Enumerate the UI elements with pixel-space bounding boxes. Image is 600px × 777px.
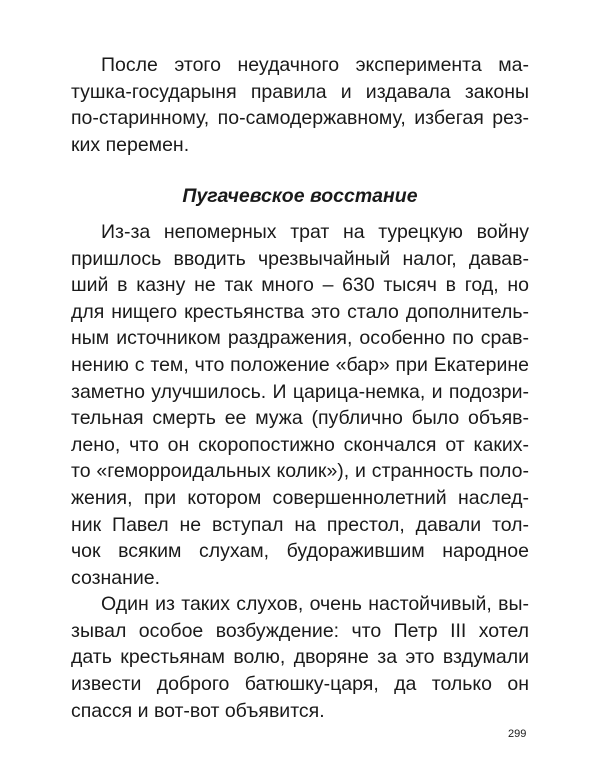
paragraph-rumor: [71, 591, 529, 724]
text-line: тельная смерть ее мужа (публично было объяв-: [71, 407, 529, 430]
text-line: дать крестьянам волю, дворяне за это вздумали: [71, 646, 529, 669]
text-line: для нищего крестьянства это стало дополнитель-: [71, 300, 529, 323]
text-line: то «геморроидальных колик»), и странность поло-: [71, 460, 529, 483]
text-line: спасся и вот-вот объявится.: [71, 699, 325, 722]
text-line: Из-за непомерных трат на турецкую войну: [101, 220, 529, 243]
text-line: Один из таких слухов, очень настойчивый, вы-: [101, 593, 529, 616]
text-line: пришлось вводить чрезвычайный налог, давав-: [71, 247, 529, 270]
text-line: зывал особое возбуждение: что Петр III хотел: [71, 619, 529, 642]
text-line: по-старинному, по-самодержавному, избегая рез-: [71, 107, 529, 130]
text-line: чок всяким слухам, будоражившим народное: [71, 540, 529, 563]
page-number: 299: [508, 728, 527, 740]
text-line: сознание.: [71, 566, 161, 589]
text-line: ным источником раздражения, особенно по срав-: [71, 327, 529, 350]
paragraph-tax: [71, 219, 529, 591]
text-line: извести доброго батюшку-царя, да только он: [71, 673, 529, 696]
text-line: заметно улучшилось. И царица-немка, и подозри-: [71, 380, 529, 403]
text-line: После этого неудачного эксперимента ма-: [101, 54, 529, 76]
text-line: ник Павел не вступал на престол, давали тол-: [71, 513, 529, 536]
text-line: лено, что он скоропостижно скончался от каких-: [71, 433, 529, 456]
text-line: ких перемен.: [71, 133, 190, 156]
text-line: ший в казну не так много – 630 тысяч в год, но: [71, 274, 529, 297]
text-line: тушка-государыня правила и издавала законы: [71, 80, 529, 103]
page-content: [71, 52, 529, 724]
section-heading: Пугачевское восстание: [182, 185, 418, 208]
text-line: жения, при котором совершеннолетний наслед-: [71, 486, 529, 509]
text-line: нению с тем, что положение «бар» при Екатерине: [71, 353, 529, 376]
paragraph-intro: [71, 52, 529, 158]
